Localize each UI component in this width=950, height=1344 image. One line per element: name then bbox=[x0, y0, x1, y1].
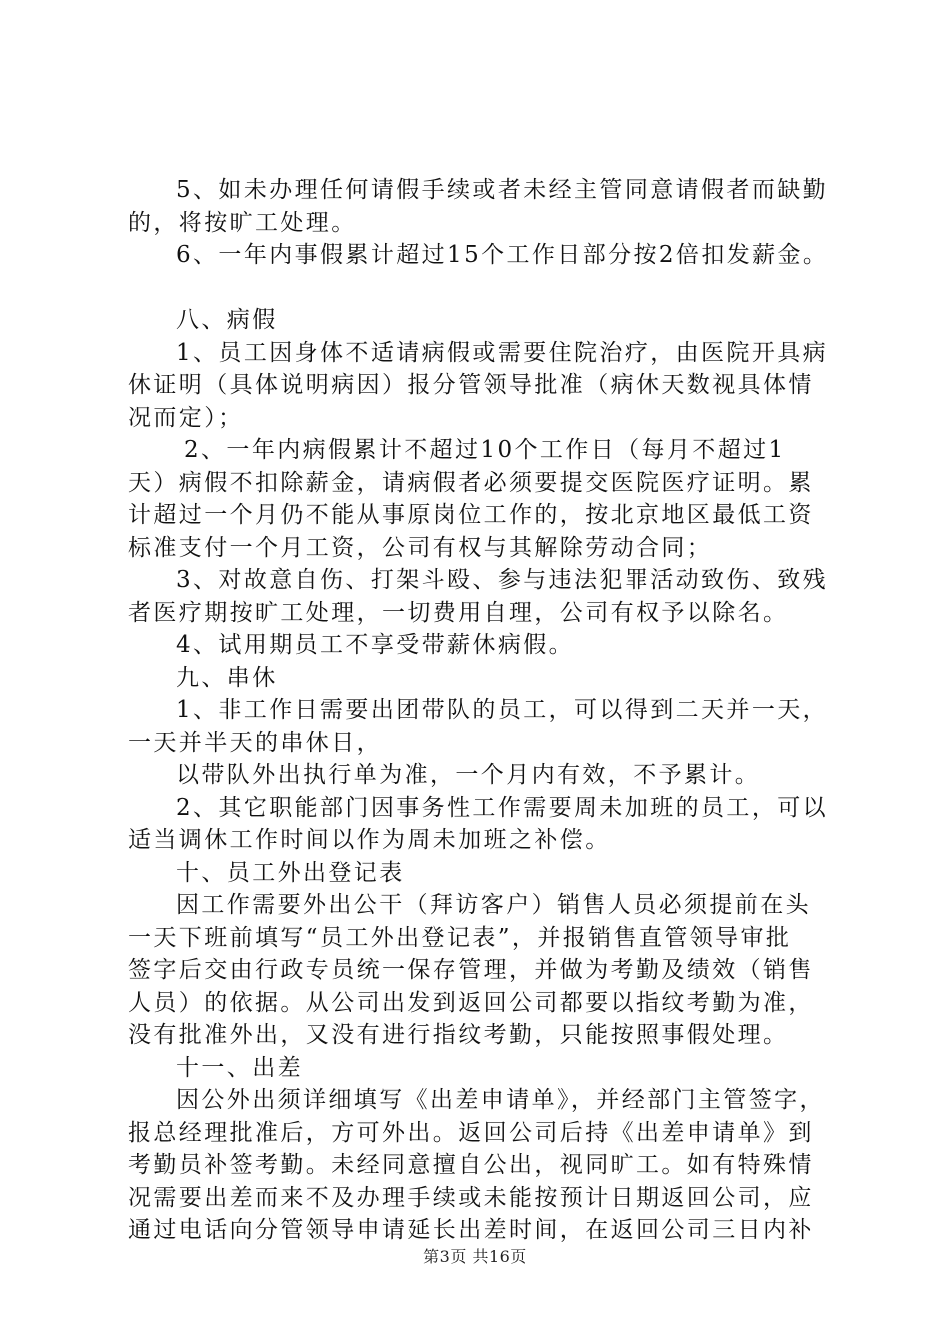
paragraph-line: 报总经理批准后，方可外出。返回公司后持《出差申请单》到 bbox=[128, 1119, 814, 1146]
paragraph-line: 一天下班前填写“员工外出登记表”，并报销售直管领导审批 bbox=[128, 924, 792, 951]
paragraph-line: 天）病假不扣除薪金，请病假者必须要提交医院医疗证明。累 bbox=[128, 469, 814, 496]
paragraph-line: 考勤员补签考勤。未经同意擅自公出，视同旷工。如有特殊情 bbox=[128, 1152, 814, 1178]
paragraph-line: 适当调休工作时间以作为周未加班之补偿。 bbox=[128, 827, 611, 853]
paragraph-line: 6、一年内事假累计超过15个工作日部分按2倍扣发薪金。 bbox=[176, 242, 829, 268]
paragraph-line: 一天并半天的串休日， bbox=[128, 729, 382, 756]
paragraph-line: 签字后交由行政专员统一保存管理，并做为考勤及绩效（销售 bbox=[128, 957, 814, 983]
blank-line bbox=[128, 272, 848, 305]
paragraph-line: 况需要出差而来不及办理手续或未能按预计日期返回公司，应 bbox=[128, 1184, 814, 1211]
paragraph-line: 标准支付一个月工资，公司有权与其解除劳动合同； bbox=[128, 534, 713, 561]
paragraph-line: 3、对故意自伤、打架斗殴、参与违法犯罪活动致伤、致残 bbox=[176, 567, 829, 593]
paragraph-line: 2、一年内病假累计不超过10个工作日（每月不超过1 bbox=[184, 437, 786, 463]
paragraph-line: 通过电话向分管领导申请延长出差时间，在返回公司三日内补 bbox=[128, 1217, 814, 1243]
section-heading: 八、病假 bbox=[176, 307, 278, 333]
page-number-footer: 第3页 共16页 bbox=[423, 1247, 527, 1266]
paragraph-line: 人员）的依据。从公司出发到返回公司都要以指纹考勤为准， bbox=[128, 989, 814, 1016]
paragraph-line: 1、非工作日需要出团带队的员工，可以得到二天并一天， bbox=[176, 697, 829, 723]
paragraph-line: 因公外出须详细填写《出差申请单》，并经部门主管签字， bbox=[176, 1087, 825, 1113]
paragraph-line: 的，将按旷工处理。 bbox=[128, 209, 357, 236]
paragraph-line: 1、员工因身体不适请病假或需要住院治疗，由医院开具病 bbox=[176, 339, 829, 366]
section-heading: 十、员工外出登记表 bbox=[176, 859, 405, 886]
paragraph-line: 5、如未办理任何请假手续或者未经主管同意请假者而缺勤 bbox=[176, 177, 829, 203]
section-heading: 九、串休 bbox=[176, 664, 278, 691]
paragraph-line: 因工作需要外出公干（拜访客户）销售人员必须提前在头 bbox=[176, 892, 811, 918]
paragraph-line: 休证明（具体说明病因）报分管领导批准（病休天数视具体情 bbox=[128, 372, 814, 398]
paragraph-line: 况而定）； bbox=[128, 404, 244, 431]
paragraph-line: 以带队外出执行单为准，一个月内有效，不予累计。 bbox=[176, 762, 761, 788]
paragraph-line: 2、其它职能部门因事务性工作需要周未加班的员工，可以 bbox=[176, 794, 829, 821]
paragraph-line: 4、试用期员工不享受带薪休病假。 bbox=[176, 632, 575, 658]
section-heading: 十一、出差 bbox=[176, 1054, 303, 1081]
document-body bbox=[128, 174, 848, 1247]
paragraph-line: 者医疗期按旷工处理，一切费用自理，公司有权予以除名。 bbox=[128, 599, 789, 626]
paragraph-line: 计超过一个月仍不能从事原岗位工作的，按北京地区最低工资 bbox=[128, 502, 814, 528]
paragraph-line: 没有批准外出，又没有进行指纹考勤，只能按照事假处理。 bbox=[128, 1022, 789, 1048]
